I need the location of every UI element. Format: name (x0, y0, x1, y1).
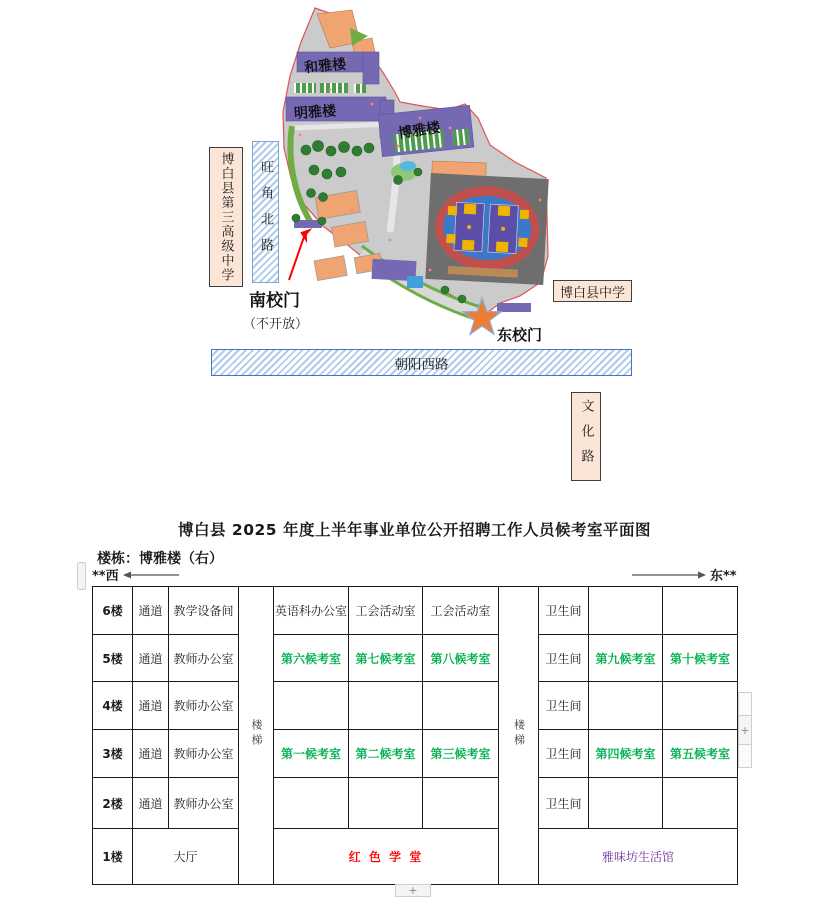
south-gate-arrow (289, 234, 305, 280)
west-label: **西 (92, 569, 119, 584)
room-cell (589, 587, 663, 635)
office-cell: 教师办公室 (169, 682, 239, 730)
wangjiao-road-label: 旺角北路 (258, 160, 273, 264)
side-court-3 (520, 210, 529, 219)
direction-east (632, 565, 737, 584)
plus-icon: + (740, 723, 750, 737)
table-row-floor1 (93, 829, 738, 885)
green-strip-1 (294, 83, 316, 93)
left-school-box (209, 147, 243, 287)
side-court-2 (446, 234, 455, 243)
corridor-cell: 通道 (133, 730, 169, 778)
room-cell (589, 778, 663, 829)
exam-room-cell: 第五候考室 (663, 730, 738, 778)
corridor-cell: 通道 (133, 587, 169, 635)
floor-label: 2楼 (93, 778, 133, 829)
room-cell (349, 682, 423, 730)
room-cell (663, 682, 738, 730)
court2-key-bottom (496, 242, 509, 253)
wenhua-road-box (571, 392, 601, 481)
floor-label: 3楼 (93, 730, 133, 778)
right-resize-handle[interactable] (739, 715, 751, 745)
room-cell (589, 682, 663, 730)
exam-room-cell: 第三候考室 (423, 730, 499, 778)
bottom-resize-handle[interactable] (395, 884, 431, 897)
room-cell (423, 778, 499, 829)
green-strip-3 (354, 84, 366, 93)
office-cell: 教师办公室 (169, 730, 239, 778)
wenhua-road-label: 文化路 (578, 399, 594, 474)
exam-room-cell: 第四候考室 (589, 730, 663, 778)
left-mini-scrollbar[interactable] (77, 562, 86, 590)
exam-room-cell: 第二候考室 (349, 730, 423, 778)
heyalou-label: 和雅楼 (303, 56, 347, 77)
exam-room-cell: 第九候考室 (589, 635, 663, 682)
room-cell (274, 778, 349, 829)
side-court-1 (448, 206, 457, 215)
room-cell: 工会活动室 (423, 587, 499, 635)
floor-plan-table (92, 586, 738, 885)
restroom-cell: 卫生间 (539, 730, 589, 778)
plan-title: 博白县 2025 年度上半年事业单位公开招聘工作人员候考室平面图 (178, 521, 651, 539)
east-gate-label: 东校门 (497, 326, 543, 344)
lobby-cell: 大厅 (133, 829, 239, 885)
restroom-cell: 卫生间 (539, 635, 589, 682)
orange-building-c (314, 256, 347, 281)
building-heyalou-wing (363, 52, 379, 84)
restroom-cell: 卫生间 (539, 587, 589, 635)
wangjiao-road-box (252, 141, 279, 283)
direction-west (92, 565, 181, 584)
floor-label: 6楼 (93, 587, 133, 635)
court2-key-top (498, 206, 511, 217)
room-cell (423, 682, 499, 730)
restroom-cell: 卫生间 (539, 682, 589, 730)
chaoyang-road-box (211, 349, 632, 376)
plan-building-line: 楼栋：博雅楼（右） (97, 551, 223, 567)
stairwell-west (239, 587, 274, 885)
table-row (93, 587, 738, 635)
left-school-label: 博白县第三高级中学 (218, 151, 234, 283)
table-row (93, 635, 738, 682)
exam-room-cell: 第一候考室 (274, 730, 349, 778)
room-cell: 工会活动室 (349, 587, 423, 635)
room-cell (663, 778, 738, 829)
room-cell (274, 682, 349, 730)
room-cell: 英语科办公室 (274, 587, 349, 635)
blue-building-bottom (407, 276, 423, 288)
office-cell: 教师办公室 (169, 635, 239, 682)
east-label: 东** (710, 569, 737, 584)
boyai-middle-school-box (553, 280, 632, 302)
pond (400, 161, 416, 171)
court1-key-bottom (462, 240, 475, 251)
office-cell: 教师办公室 (169, 778, 239, 829)
exam-room-cell: 第八候考室 (423, 635, 499, 682)
room-cell (349, 778, 423, 829)
court1-key-top (464, 204, 477, 215)
boyai-middle-school-label: 博白县中学 (559, 285, 625, 301)
table-row (93, 682, 738, 730)
exam-room-cell: 第十候考室 (663, 635, 738, 682)
stairwell-east (499, 587, 539, 885)
corridor-cell: 通道 (133, 635, 169, 682)
life-shop-cell: 雅味坊生活馆 (539, 829, 738, 885)
red-school-hall-cell: 红 色 学 堂 (274, 829, 499, 885)
mingyalou-label: 明雅楼 (293, 103, 337, 123)
green-strip-2 (320, 83, 348, 93)
corridor-cell: 通道 (133, 682, 169, 730)
office-cell: 教学设备间 (169, 587, 239, 635)
right-resize-track[interactable] (738, 692, 752, 768)
restroom-cell: 卫生间 (539, 778, 589, 829)
east-gate-building (497, 303, 531, 312)
table-row (93, 730, 738, 778)
exam-room-cell: 第六候考室 (274, 635, 349, 682)
west-arrow-icon (123, 570, 181, 580)
plus-icon: + (408, 884, 418, 897)
boyalou-label: 博雅楼 (397, 119, 442, 143)
south-gate-label: 南校门 (249, 291, 300, 311)
east-arrow-icon (632, 570, 706, 580)
chaoyang-road-label: 朝阳西路 (394, 356, 449, 373)
floor-label: 5楼 (93, 635, 133, 682)
stairwell-west-label: 楼梯 (250, 719, 263, 749)
south-gate-note: （不开放） (243, 317, 309, 332)
table-row (93, 778, 738, 829)
floor-label: 1楼 (93, 829, 133, 885)
room-cell (663, 587, 738, 635)
corridor-cell: 通道 (133, 778, 169, 829)
parking-lot-boyalou-2 (452, 129, 470, 147)
floor-label: 4楼 (93, 682, 133, 730)
stairwell-east-label: 楼梯 (512, 719, 526, 749)
exam-room-cell: 第七候考室 (349, 635, 423, 682)
